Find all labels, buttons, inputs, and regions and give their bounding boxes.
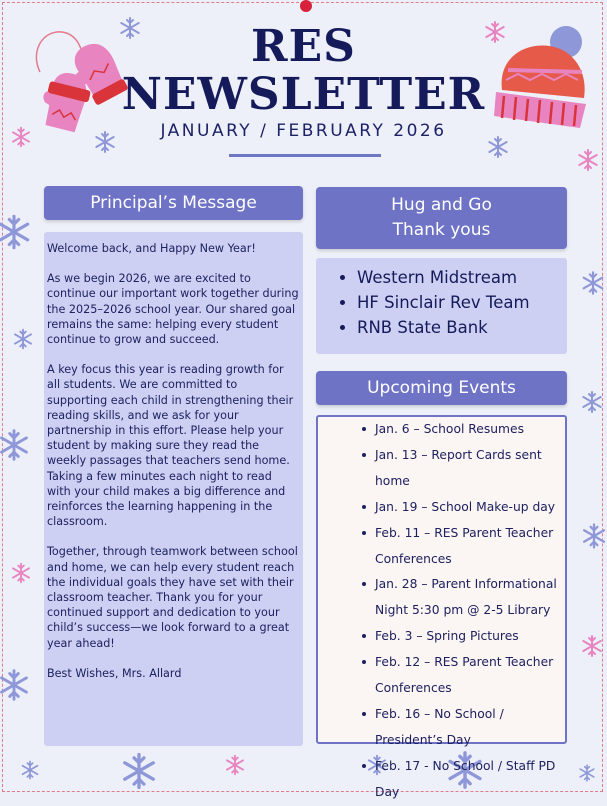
event-item: Jan. 6 – School Resumes [358,417,565,443]
hug-and-go-heading [316,187,567,249]
hug-and-go-list [316,258,567,354]
snowflake-icon [222,752,248,778]
principal-message-body [44,232,303,746]
principal-message-heading: Principal’s Message [44,186,303,220]
principal-signoff: Best Wishes, Mrs. Allard [47,666,182,680]
title-divider [229,154,381,157]
snowflake-icon [578,520,607,552]
principal-paragraph: As we begin 2026, we are excited to continue our important work together during the 2025–2026 school year. Our shared goal remains the same: helping every student continue to grow and succeed. [47,272,299,347]
snowflake-icon [0,210,36,254]
list-item: • HF Sinclair Rev Team [357,290,567,315]
snowflake-icon [578,632,606,660]
event-item: Jan. 19 – School Make-up day [358,495,565,521]
snowflake-icon [10,326,36,352]
newsletter-subtitle: JANUARY / FEBRUARY 2026 [160,121,447,141]
snowflake-icon [0,425,34,465]
event-item: Feb. 17 - No School / Staff PD Day [358,754,565,806]
pin-icon [300,0,312,12]
hug-heading-line1: Hug and Go [391,195,492,215]
snowflake-icon [578,268,607,298]
event-item: Feb. 11 – RES Parent Teacher Conferences [358,521,565,573]
snowflake-icon [18,758,42,782]
event-item: Feb. 3 – Spring Pictures [358,624,565,650]
upcoming-events-list [316,415,567,799]
principal-paragraph: Welcome back, and Happy New Year! [47,242,256,255]
event-item: Jan. 13 – Report Cards sent home [358,443,565,495]
newsletter-title-line1: RES [251,21,356,72]
event-item: Jan. 28 – Parent Informational Night 5:30 pm @ 2-5 Library [358,572,565,624]
snowflake-icon [574,146,602,174]
snowflake-icon [116,748,162,794]
snowflake-icon [578,388,606,416]
snowflake-icon [0,665,34,705]
newsletter-title-line2: NEWSLETTER [121,69,486,120]
principal-paragraph: Together, through teamwork between school and home, we can help every student reach the individual goals they have set with their classroom teacher. Thank you for your continued support and dedication to your child’s success—we look forward to a great year ahead! [47,545,298,650]
hug-heading-line2: Thank yous [392,220,491,240]
event-item: Feb. 12 – RES Parent Teacher Conferences [358,650,565,702]
list-item: • Western Midstream [357,265,567,290]
snowflake-icon [8,560,34,586]
snowflake-icon [576,762,598,784]
event-item: Feb. 16 – No School / President’s Day [358,702,565,754]
upcoming-events-heading: Upcoming Events [316,371,567,405]
list-item: • RNB State Bank [357,315,567,340]
principal-paragraph: A key focus this year is reading growth for all students. We are committed to supporting each child in strengthening their reading skills, and we ask for your partnership in this effort. Please help your student by making sure they read the weekly passages that teachers send home. Taking a few minutes each night to read with your child makes a big difference and reinforces the learning happening in the classroom. [47,363,294,529]
